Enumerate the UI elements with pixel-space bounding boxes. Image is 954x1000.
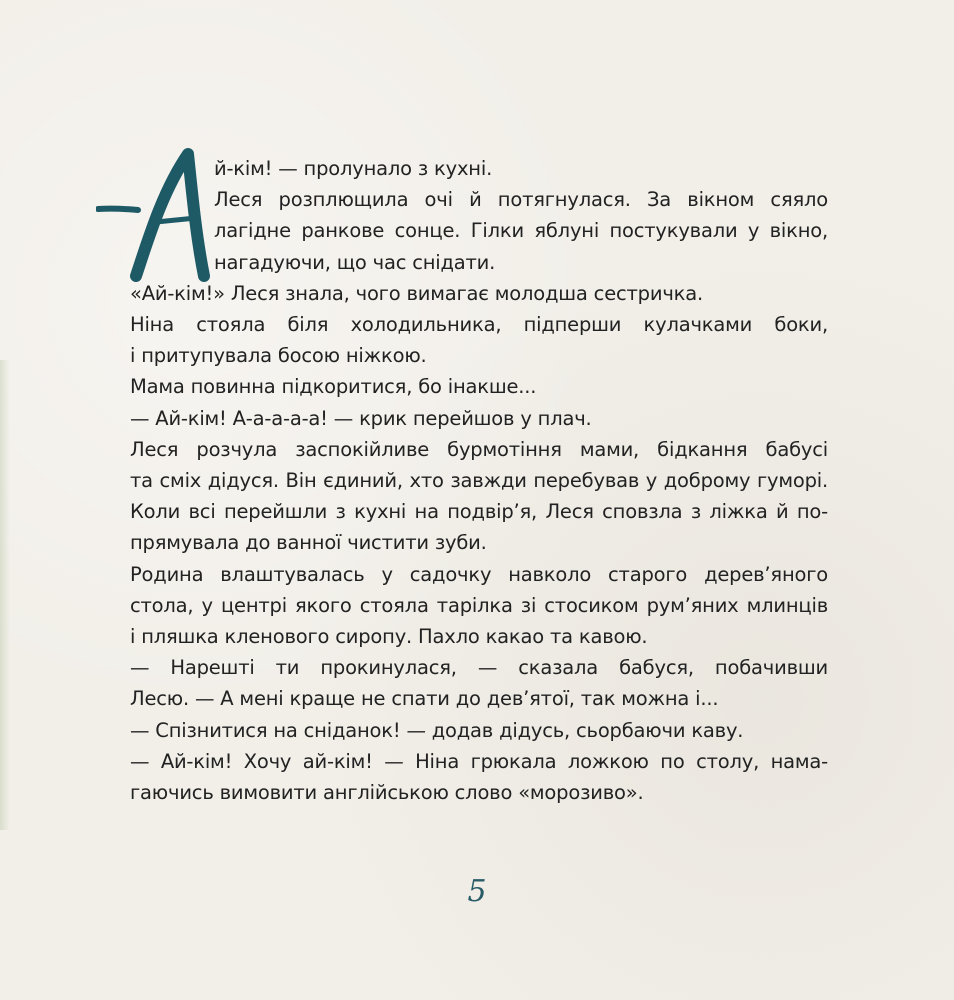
text-line-13: прямувала до ванної чистити зуби. [130,531,487,555]
text-line-5: «Ай-кім!» Леся знала, чого вимагає молодша сестричка. [130,281,703,305]
text-line-3: лагідне ранкове сонце. Гілки яблуні постукували у вікно, [214,219,828,243]
text-line-4: нагадуючи, що час снідати. [214,250,496,274]
text-line-8: Мама повинна підкоритися, бо інакше... [130,375,537,399]
text-line-9: — Ай-кім! А-а-а-а-а! — крик перейшов у плач. [130,406,592,430]
text-line-17: — Нарешті ти прокинулася, — сказала бабуся, побачивши [130,656,828,680]
text-line-21: гаючись вимовити англійською слово «морозиво». [130,781,644,805]
text-line-18: Лесю. — А мені краще не спати до дев’ятої, так можна і... [130,687,719,711]
text-line-2: Леся розплющила очі й потягнулася. За вікном сяяло [214,188,828,212]
page-number: 5 [467,874,487,909]
text-line-14: Родина влаштувалась у садочку навколо старого дерев’яного [130,562,828,586]
text-line-16: і пляшка кленового сиропу. Пахло какао та кавою. [130,625,648,649]
text-line-1: й-кім! — пролунало з кухні. [214,157,493,180]
story-text [130,153,828,808]
text-line-12: Коли всі перейшли з кухні на подвір’я, Леся сповзла з ліжка й по- [130,500,828,524]
text-line-11: та сміх дідуся. Він єдиний, хто завжди перебував у доброму гуморі. [130,469,828,493]
text-line-15: стола, у центрі якого стояла тарілка зі стосиком рум’яних млинців [130,593,828,617]
text-line-7: і притупувала босою ніжкою. [130,344,427,368]
text-line-6: Ніна стояла біля холодильника, підперши кулачками боки, [130,313,828,337]
text-line-20: — Ай-кім! Хочу ай-кім! — Ніна грюкала ложкою по столу, нама- [130,749,828,773]
text-line-10: Леся розчула заспокійливе бурмотіння мами, бідкання бабусі [130,437,828,461]
page-edge-tint [0,360,10,830]
text-line-19: — Спізнитися на сніданок! — додав дідусь, сьорбаючи каву. [130,718,744,742]
